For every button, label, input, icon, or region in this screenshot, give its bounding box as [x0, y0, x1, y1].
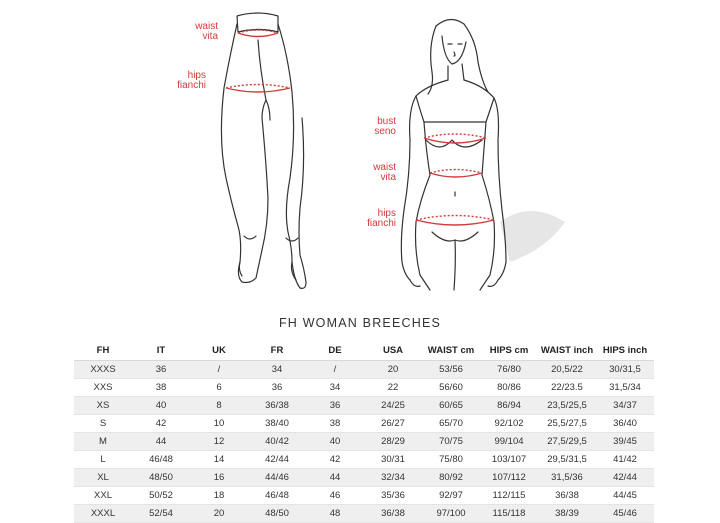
table-cell: 22/23.5 — [538, 379, 596, 397]
table-cell: XXS — [74, 379, 132, 397]
table-cell: 23,5/25,5 — [538, 397, 596, 415]
table-cell: XL — [74, 469, 132, 487]
table-cell: 46/48 — [132, 451, 190, 469]
table-cell: 103/107 — [480, 451, 538, 469]
table-cell: / — [190, 361, 248, 379]
table-cell: 25,5/27,5 — [538, 415, 596, 433]
header-hips-inch: HIPS inch — [596, 340, 654, 361]
table-body — [74, 361, 654, 523]
torso-waist-line-back — [430, 170, 482, 174]
table-cell: S — [74, 415, 132, 433]
legs-labels — [177, 21, 218, 91]
legs-waist-label-2: vita — [202, 31, 218, 42]
table-row — [74, 487, 654, 505]
table-cell: 39/45 — [596, 433, 654, 451]
table-header-row — [74, 340, 654, 361]
table-cell: 36/40 — [596, 415, 654, 433]
table-title: FH WOMAN BREECHES — [278, 316, 442, 330]
table-cell: 97/100 — [422, 505, 480, 523]
torso-hips-label-2: fianchi — [367, 218, 396, 229]
legs-waist-line — [238, 33, 278, 37]
table-cell: 42 — [132, 415, 190, 433]
torso-shadow — [500, 211, 565, 262]
table-cell: 38 — [306, 415, 364, 433]
table-cell: 10 — [190, 415, 248, 433]
table-cell: 41/42 — [596, 451, 654, 469]
table-cell: 80/92 — [422, 469, 480, 487]
table-cell: 45/46 — [596, 505, 654, 523]
table-cell: 36/38 — [538, 487, 596, 505]
table-cell: 31,5/34 — [596, 379, 654, 397]
table-cell: 44 — [306, 469, 364, 487]
table-cell: 20 — [190, 505, 248, 523]
table-cell: 36/38 — [248, 397, 306, 415]
table-cell: 92/102 — [480, 415, 538, 433]
torso-waist-label-1: waist — [373, 162, 396, 173]
table-cell: 31,5/36 — [538, 469, 596, 487]
table-cell: 32/34 — [364, 469, 422, 487]
table-cell: 36 — [248, 379, 306, 397]
torso-waist-label-2: vita — [380, 172, 396, 183]
legs-hips-line — [226, 88, 290, 92]
legs-measure-lines — [226, 30, 290, 92]
table-cell: 38/40 — [248, 415, 306, 433]
table-cell: 12 — [190, 433, 248, 451]
table-cell: 56/60 — [422, 379, 480, 397]
torso-bust-line-back — [424, 134, 486, 138]
table-cell: 30/31 — [364, 451, 422, 469]
table-cell: 48 — [306, 505, 364, 523]
table-cell: 48/50 — [132, 469, 190, 487]
torso-hips-label-1: hips — [377, 208, 396, 219]
table-cell: 20 — [364, 361, 422, 379]
table-cell: 28/29 — [364, 433, 422, 451]
torso-bust-label-1: bust — [377, 116, 396, 127]
table-cell: 36 — [306, 397, 364, 415]
table-cell: 20,5/22 — [538, 361, 596, 379]
table-cell: 50/52 — [132, 487, 190, 505]
table-cell: 35/36 — [364, 487, 422, 505]
table-cell: 34 — [306, 379, 364, 397]
legs-hips-line-back — [226, 85, 290, 89]
table-cell: 42/44 — [596, 469, 654, 487]
table-cell: XXXS — [74, 361, 132, 379]
header-usa: USA — [364, 340, 422, 361]
table-cell: M — [74, 433, 132, 451]
table-cell: 107/112 — [480, 469, 538, 487]
table-cell: 40 — [132, 397, 190, 415]
table-cell: 52/54 — [132, 505, 190, 523]
table-cell: 76/80 — [480, 361, 538, 379]
table-cell: 36/38 — [364, 505, 422, 523]
header-de: DE — [306, 340, 364, 361]
table-cell: 16 — [190, 469, 248, 487]
table-cell: 6 — [190, 379, 248, 397]
header-it: IT — [132, 340, 190, 361]
table-cell: 44 — [132, 433, 190, 451]
table-cell: 80/86 — [480, 379, 538, 397]
table-cell: / — [306, 361, 364, 379]
table-row — [74, 397, 654, 415]
torso-hips-line — [416, 220, 494, 225]
table-cell: 34/37 — [596, 397, 654, 415]
table-cell: 26/27 — [364, 415, 422, 433]
table-row — [74, 451, 654, 469]
header-fr: FR — [248, 340, 306, 361]
table-cell: 48/50 — [248, 505, 306, 523]
table-row — [74, 379, 654, 397]
legs-hips-label-1: hips — [187, 70, 206, 81]
table-cell: XS — [74, 397, 132, 415]
table-cell: 99/104 — [480, 433, 538, 451]
table-cell: XXXL — [74, 505, 132, 523]
table-cell: 115/118 — [480, 505, 538, 523]
torso-waist-line — [430, 173, 482, 177]
table-cell: 92/97 — [422, 487, 480, 505]
size-table — [74, 340, 654, 523]
table-cell: 14 — [190, 451, 248, 469]
legs-figure — [221, 13, 306, 288]
table-cell: 53/56 — [422, 361, 480, 379]
header-hips-cm: HIPS cm — [480, 340, 538, 361]
table-cell: 60/65 — [422, 397, 480, 415]
table-cell: 44/46 — [248, 469, 306, 487]
header-uk: UK — [190, 340, 248, 361]
table-cell: 44/45 — [596, 487, 654, 505]
table-cell: 30/31,5 — [596, 361, 654, 379]
table-cell: 112/115 — [480, 487, 538, 505]
torso-hips-line-back — [416, 216, 494, 221]
table-cell: 70/75 — [422, 433, 480, 451]
table-cell: 38 — [132, 379, 190, 397]
table-cell: 42/44 — [248, 451, 306, 469]
table-cell: 38/39 — [538, 505, 596, 523]
table-cell: 40/42 — [248, 433, 306, 451]
table-cell: 75/80 — [422, 451, 480, 469]
table-cell: 27,5/29,5 — [538, 433, 596, 451]
header-fh: FH — [74, 340, 132, 361]
header-waist-inch: WAIST inch — [538, 340, 596, 361]
table-cell: 65/70 — [422, 415, 480, 433]
torso-labels — [367, 116, 396, 229]
legs-hips-label-2: fianchi — [177, 80, 206, 91]
table-cell: 46/48 — [248, 487, 306, 505]
header-waist-cm: WAIST cm — [422, 340, 480, 361]
table-cell: 8 — [190, 397, 248, 415]
table-row — [74, 415, 654, 433]
torso-bust-label-2: seno — [374, 126, 396, 137]
table-cell: 34 — [248, 361, 306, 379]
table-row — [74, 361, 654, 379]
legs-waist-label-1: waist — [195, 21, 218, 32]
table-row — [74, 469, 654, 487]
table-row — [74, 505, 654, 523]
table-cell: 22 — [364, 379, 422, 397]
table-cell: 40 — [306, 433, 364, 451]
table-cell: 29,5/31,5 — [538, 451, 596, 469]
table-cell: 24/25 — [364, 397, 422, 415]
table-row — [74, 433, 654, 451]
table-cell: 46 — [306, 487, 364, 505]
table-cell: L — [74, 451, 132, 469]
table-cell: 36 — [132, 361, 190, 379]
table-cell: 42 — [306, 451, 364, 469]
table-cell: 18 — [190, 487, 248, 505]
table-cell: XXL — [74, 487, 132, 505]
torso-figure — [401, 19, 506, 290]
table-cell: 86/94 — [480, 397, 538, 415]
